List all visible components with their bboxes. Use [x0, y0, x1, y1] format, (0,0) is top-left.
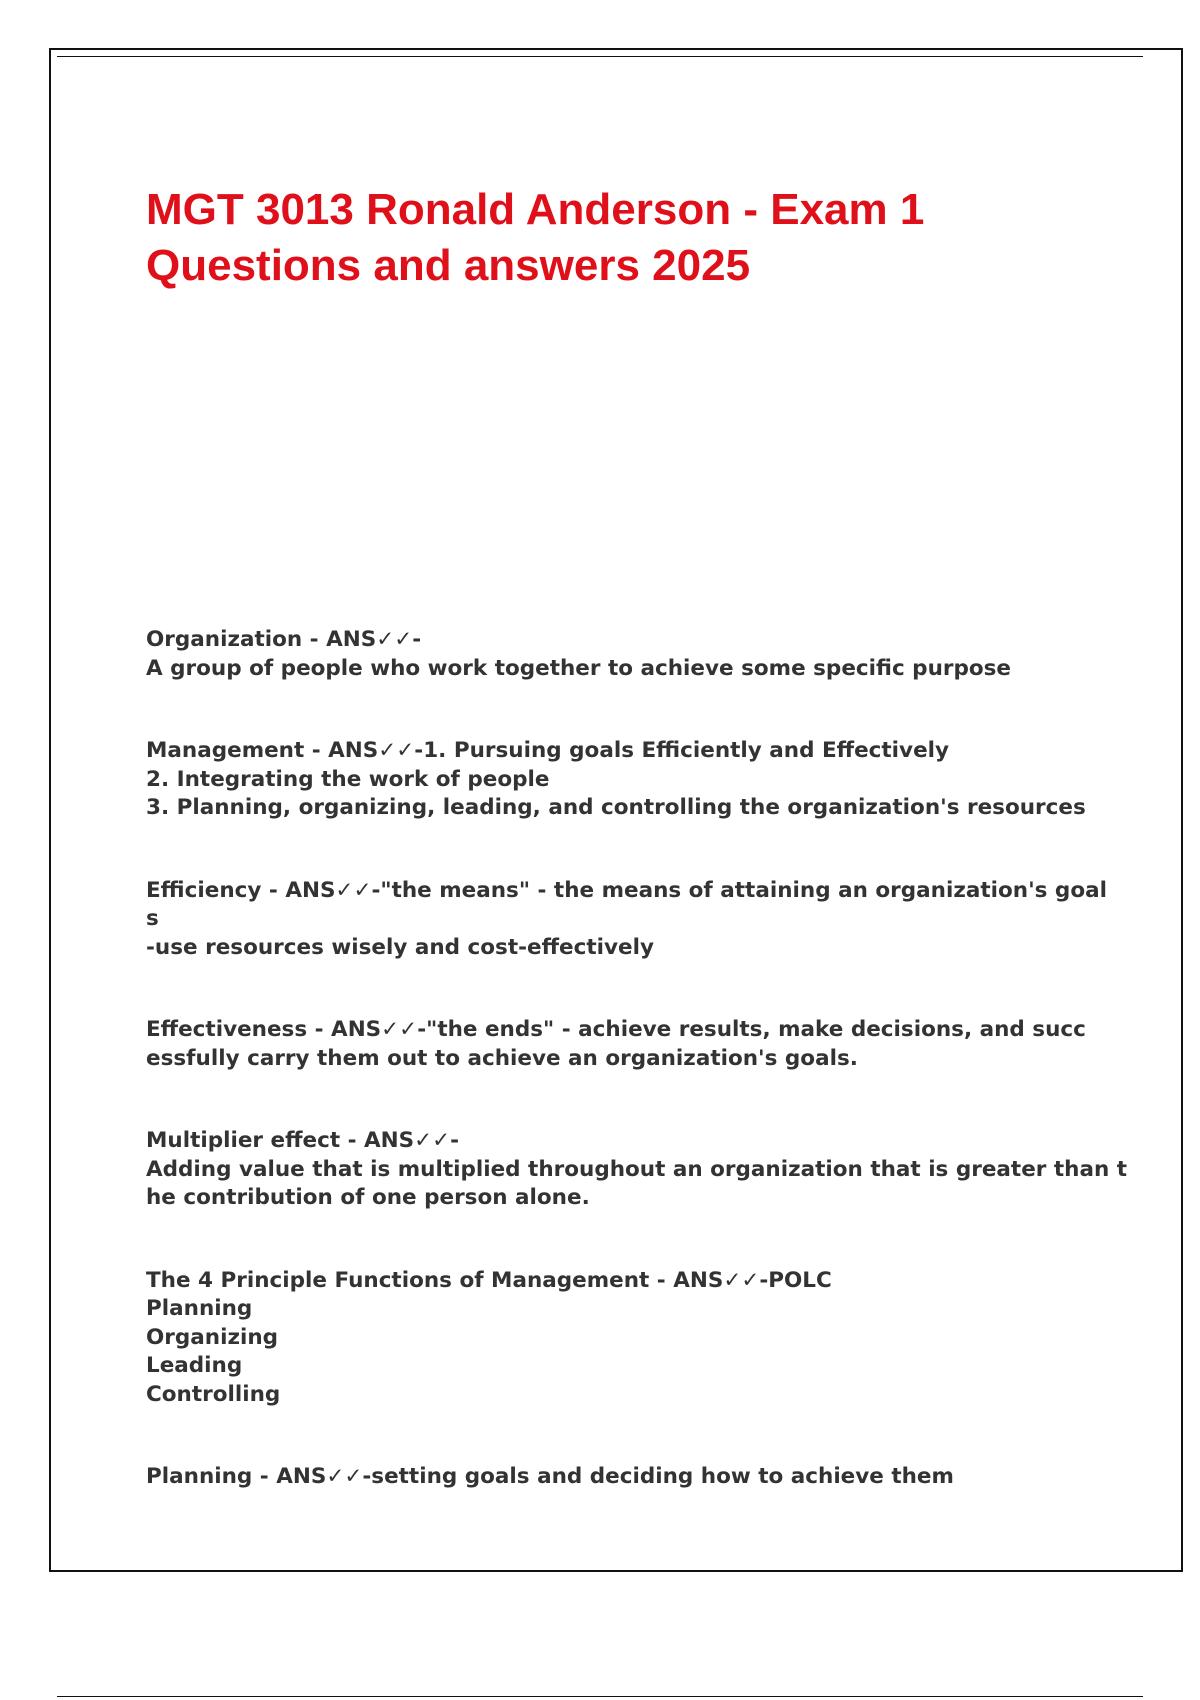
qa-line: -use resources wisely and cost-effectively [146, 934, 655, 960]
qa-line: 3. Planning, organizing, leading, and controlling the organization's resources [146, 795, 1086, 820]
qa-line: Planning [146, 1296, 253, 1321]
qa-item-management [146, 737, 1106, 823]
qa-line: Organization - ANS✓✓- [146, 627, 422, 652]
qa-line: s [146, 906, 159, 931]
qa-line: Organizing [146, 1324, 279, 1350]
qa-line: 2. Integrating the work of people [146, 766, 550, 792]
document-title-line: MGT 3013 Ronald Anderson - Exam 1 [146, 185, 925, 234]
qa-line: The 4 Principle Functions of Management - ANS✓✓-POLC [146, 1267, 832, 1293]
document-title-line: Questions and answers 2025 [146, 241, 751, 290]
qa-item-multiplier-effect [146, 1127, 1128, 1213]
qa-item-principle-functions [146, 1267, 1106, 1410]
qa-line: Controlling [146, 1381, 281, 1407]
qa-line: Management - ANS✓✓-1. Pursuing goals Efficiently and Effectively [146, 738, 950, 763]
qa-line: Efficiency - ANS✓✓-"the means" - the means of attaining an organization's goal [146, 877, 1107, 903]
qa-item-efficiency [146, 877, 1106, 963]
qa-item-planning [146, 1463, 1106, 1492]
qa-line: Adding value that is multiplied throughout an organization that is greater than t [146, 1156, 1128, 1182]
qa-line: Planning - ANS✓✓-setting goals and deciding how to achieve them [146, 1464, 954, 1489]
qa-item-organization [146, 626, 1106, 683]
qa-line: essfully carry them out to achieve an organization's goals. [146, 1045, 858, 1071]
qa-line: he contribution of one person alone. [146, 1185, 590, 1210]
qa-line: Multiplier effect - ANS✓✓- [146, 1128, 460, 1153]
qa-item-effectiveness [146, 1016, 1106, 1073]
qa-line: A group of people who work together to achieve some specific purpose [146, 655, 1012, 681]
qa-line: Leading [146, 1353, 243, 1378]
qa-line: Effectiveness - ANS✓✓-"the ends" - achieve results, make decisions, and succ [146, 1017, 1086, 1042]
qa-list [146, 626, 1128, 1546]
document-title [146, 182, 1106, 294]
bottom-rule [57, 1696, 1143, 1697]
